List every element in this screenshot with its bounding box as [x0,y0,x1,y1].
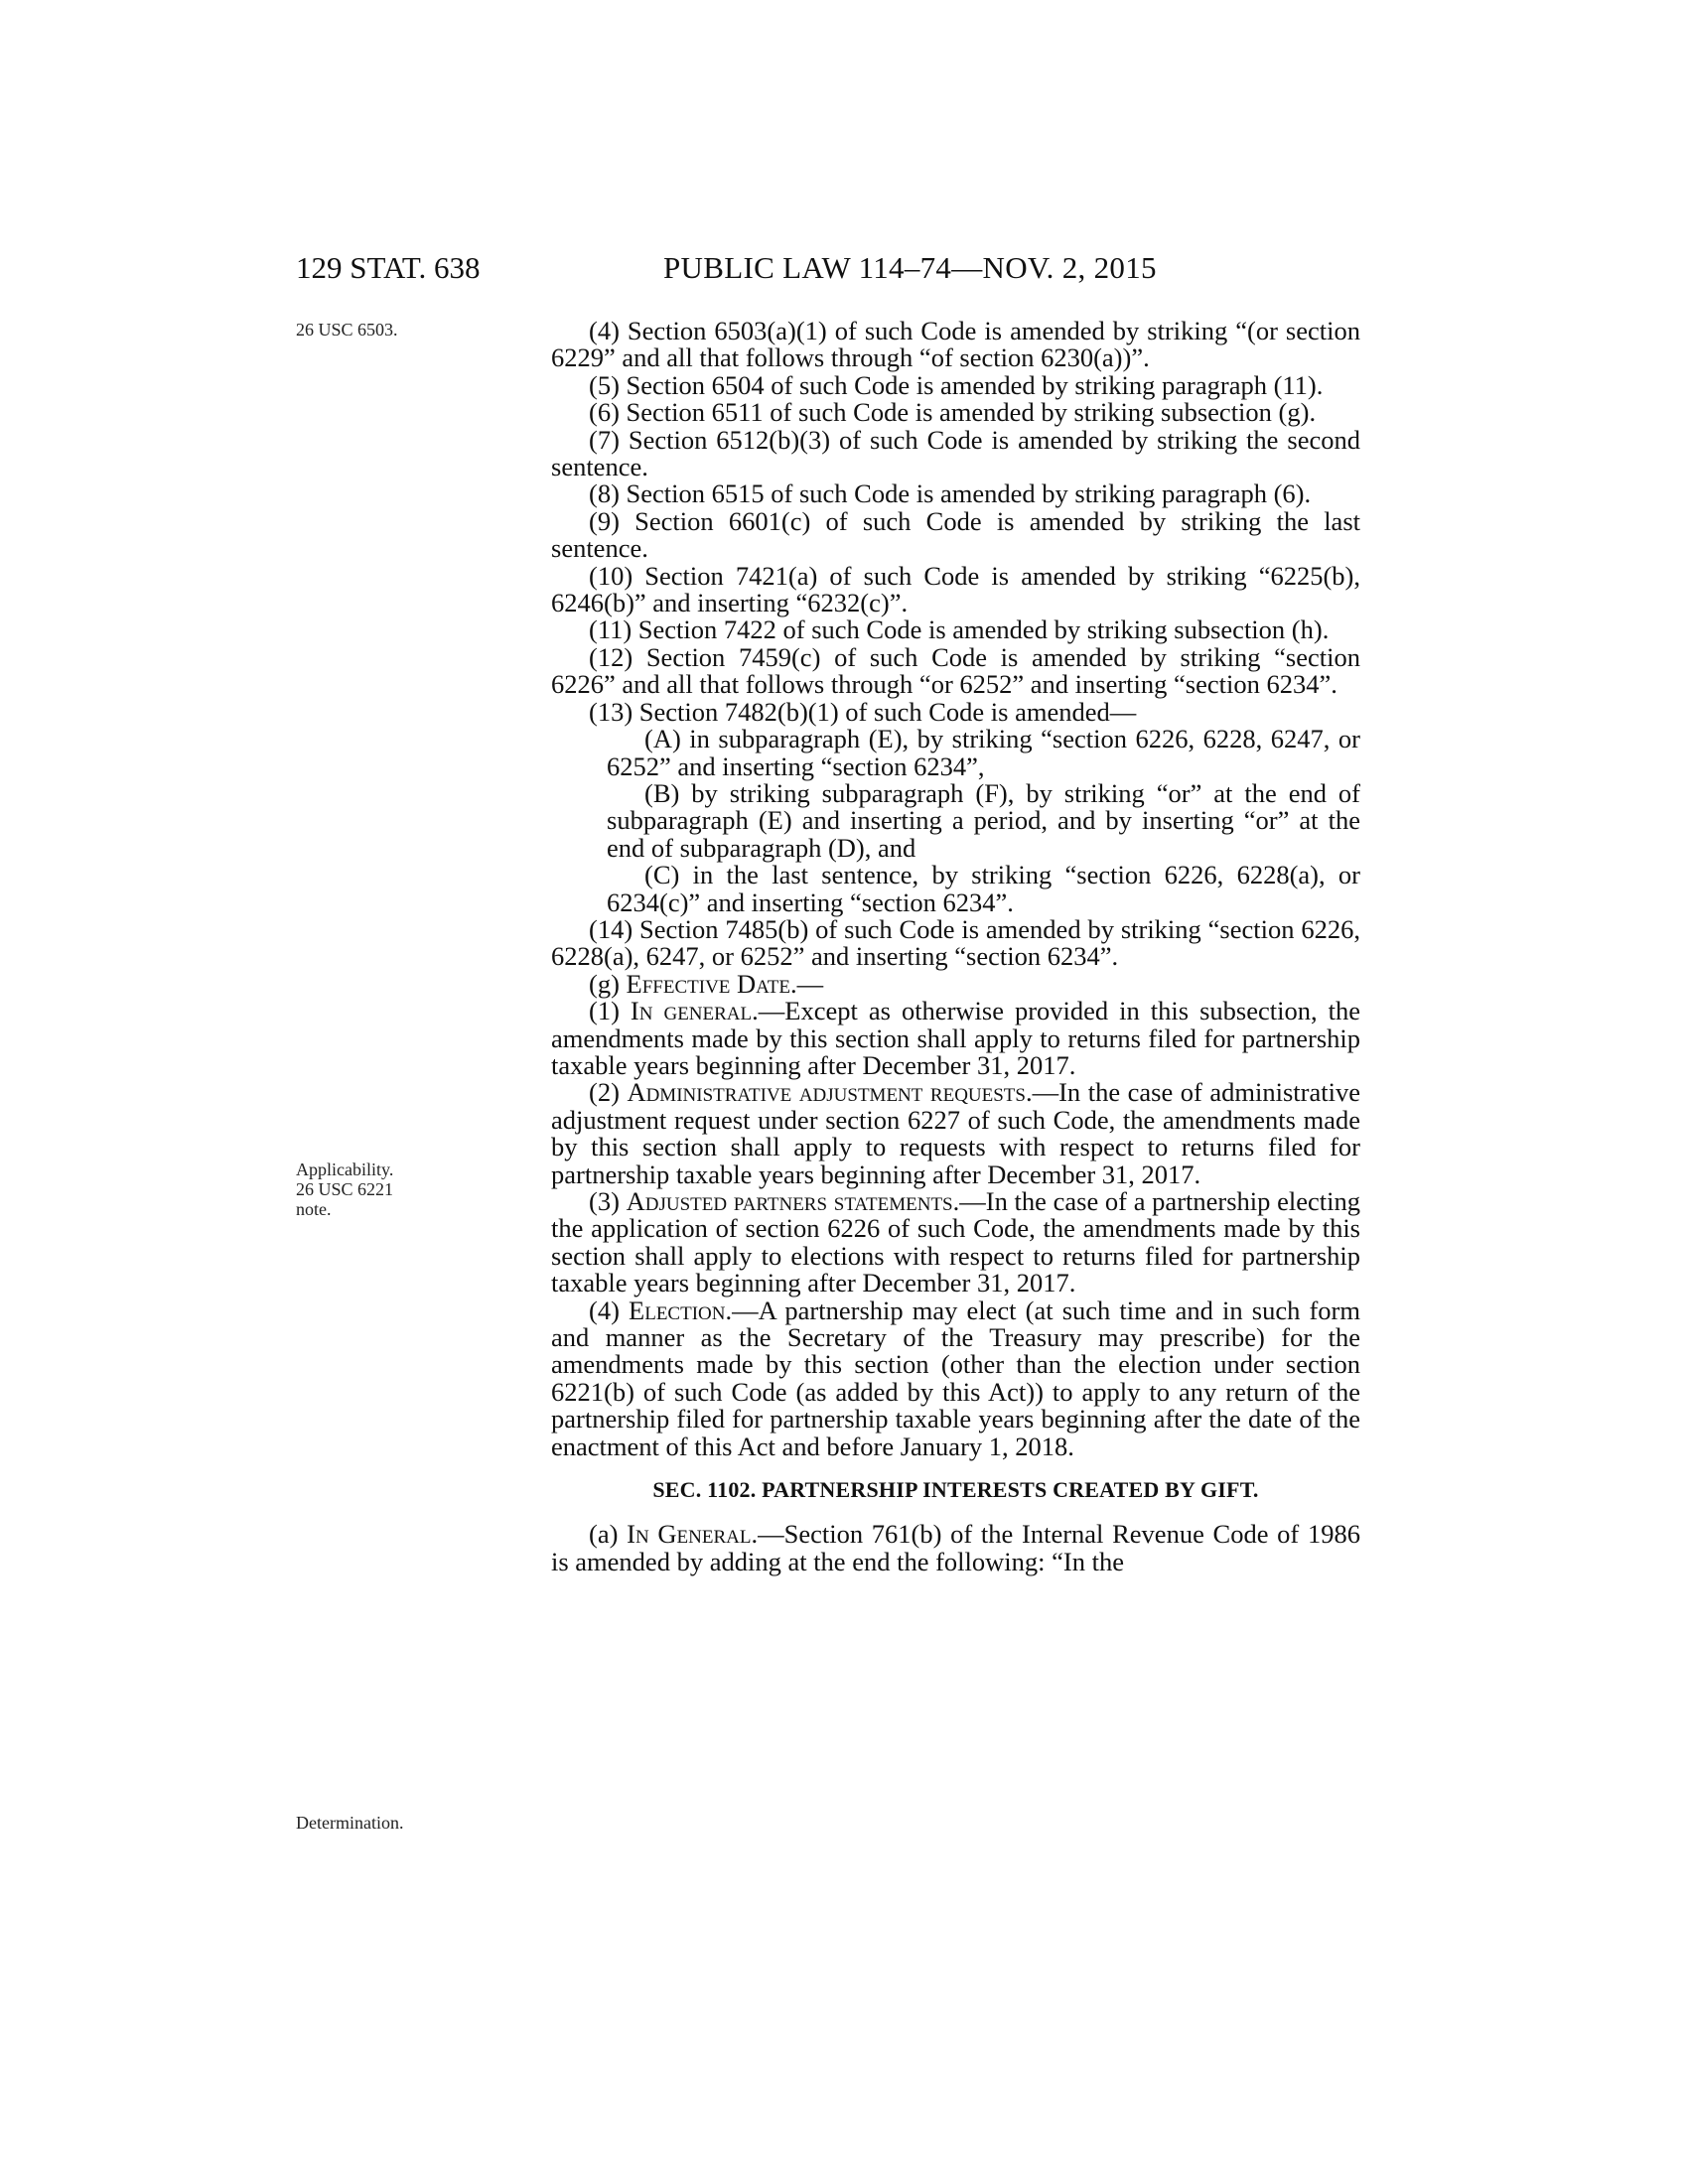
public-law-title: PUBLIC LAW 114–74—NOV. 2, 2015 [663,250,1157,285]
section-1102-subsection-a: (a) In General.—Section 761(b) of the Internal Revenue Code of 1986 is amended by adding at the end the following: “In the [551,1519,1360,1576]
effective-date-heading: (g) Effective Date.— [589,968,824,999]
statute-page-number: 129 STAT. 638 [296,250,481,285]
document-body [551,318,1360,1575]
section-heading: SEC. 1102. PARTNERSHIP INTERESTS CREATED BY GIFT. [652,1477,1259,1503]
subparagraph: (C) in the last sentence, by striking “section 6226, 6228(a), or 6234(c)” and inserting “section 6234”. [607,860,1360,917]
amendment-paragraph: (7) Section 6512(b)(3) of such Code is amended by striking the second sentence. [551,424,1360,482]
amendment-paragraph: (11) Section 7422 of such Code is amended by striking subsection (h). [589,614,1330,645]
amendment-paragraph: (6) Section 6511 of such Code is amended by striking subsection (g). [589,397,1317,428]
item-label: Election [629,1295,726,1325]
item-label: In general [630,996,753,1026]
amendment-paragraph: (14) Section 7485(b) of such Code is amended by striking “section 6226, 6228(a), 6247, or 6252” and inserting “section 6234”. [551,913,1360,972]
amendment-paragraph: (4) Section 6503(a)(1) of such Code is amended by striking “(or section 6229” and all that follows through “of section 6230(a))”. [551,316,1360,373]
margin-note-line: 26 USC 6221 [296,1179,394,1199]
amendment-paragraph: (13) Section 7482(b)(1) of such Code is amended— [589,696,1137,727]
margin-note-line: Applicability. [296,1160,394,1179]
effective-date-item: (1) In general.—Except as otherwise provided in this subsection, the amendments made by this section shall apply to returns filed for partnership taxable years beginning after December 31, 2017. [551,996,1360,1080]
amendment-paragraph: (9) Section 6601(c) of such Code is amended by striking the last sentence. [551,505,1360,564]
amendment-paragraph: (12) Section 7459(c) of such Code is amended by striking “section 6226” and all that follows through “or 6252” and inserting “section 6234”. [551,641,1360,700]
subparagraph: (B) by striking subparagraph (F), by striking “or” at the end of subparagraph (E) and inserting a period, and by inserting “or” at the end of subparagraph (D), and [607,777,1360,863]
effective-date-item: (4) Election.—A partnership may elect (at such time and in such form and manner as the Secretary of the Treasury may prescribe) for the amendments made by this section (other than the election under section 6221(b) of such Code (as added by this Act)) to apply to any return of the partnership filed for partnership taxable years beginning after the date of the enactment of this Act and before January 1, 2018. [551,1295,1360,1461]
page-header [0,250,1688,290]
amendment-paragraph: (8) Section 6515 of such Code is amended by striking paragraph (6). [589,478,1312,509]
effective-date-label: Effective Date [626,968,790,999]
effective-date-item: (3) Adjusted partners statements.—In the case of a partnership electing the application of section 6226 of such Code, the amendments made by this section shall apply to elections with respect to returns filed for partnership taxable years beginning after December 31, 2017. [551,1186,1360,1298]
item-label: Administrative adjustment requests [627,1077,1026,1108]
margin-note-usc6503: 26 USC 6503. [296,320,398,340]
margin-note-applicability [296,1160,393,1219]
margin-note-determination: Determination. [296,1813,404,1833]
margin-note-line: note. [296,1199,332,1219]
amendment-paragraph: (5) Section 6504 of such Code is amended by striking paragraph (11). [589,369,1324,400]
effective-date-item: (2) Administrative adjustment requests.—In the case of administrative adjustment request under section 6227 of such Code, the amendments made by this section shall apply to requests with respect to returns filed for partnership taxable years beginning after December 31, 2017. [551,1077,1360,1189]
subsection-label: In General [627,1519,752,1550]
amendment-paragraph: (10) Section 7421(a) of such Code is amended by striking “6225(b), 6246(b)” and inserting “6232(c)”. [551,560,1360,618]
subparagraph: (A) in subparagraph (E), by striking “section 6226, 6228, 6247, or 6252” and inserting “section 6234”, [607,724,1360,781]
item-label: Adjusted partners statements [626,1186,953,1216]
